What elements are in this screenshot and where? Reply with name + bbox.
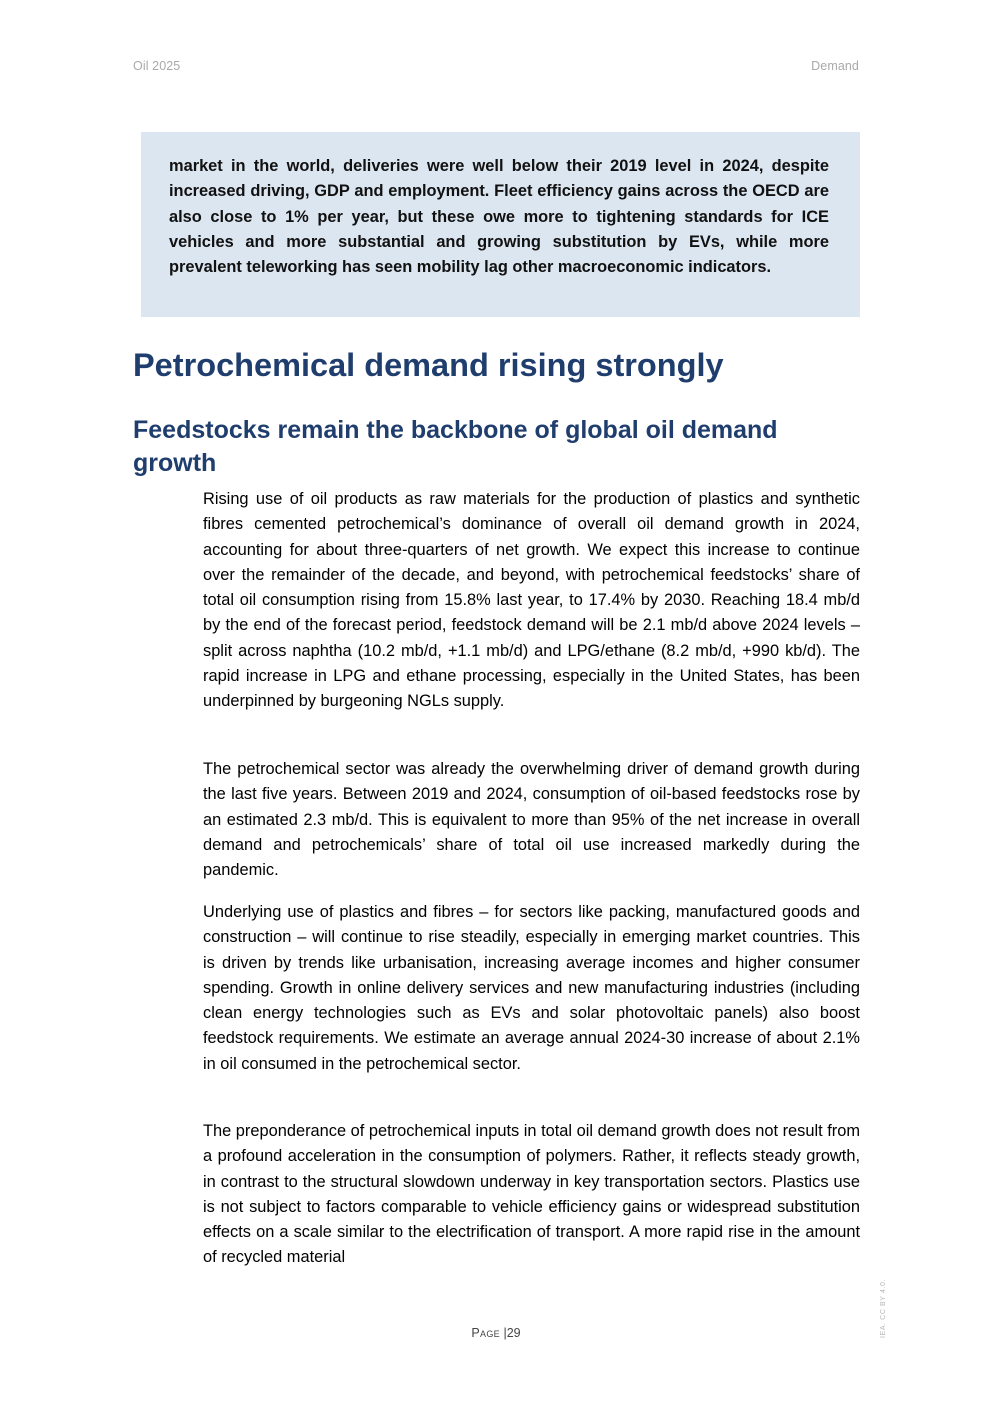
body-paragraph: The preponderance of petrochemical inputs in total oil demand growth does not result from a profound acceleration in the consumption of polymers. Rather, it reflects steady growth, in contrast to the structural slowdown underway in key transportation sectors. Plastics use is not subject to factors comparable to vehicle efficiency gains or widespread substitution effects on a scale similar to the electrification of transport. A more rapid rise in the amount of recycled material: [203, 1122, 860, 1267]
body-paragraph: Rising use of oil products as raw materials for the production of plastics and synthetic fibres cemented petrochemical’s dominance of overall oil demand growth in 2024, accounting for about three-quarters of net growth. We expect this increase to continue over the remainder of the decade, and beyond, with petrochemical feedstocks’ share of total oil consumption rising from 15.8% last year, to 17.4% by 2030. Reaching 18.4 mb/d by the end of the forecast period, feedstock demand will be 2.1 mb/d above 2024 levels – split across naphtha (10.2 mb/d, +1.1 mb/d) and LPG/ethane (8.2 mb/d, +990 kb/d). The rapid increase in LPG and ethane processing, especially in the United States, has been underpinned by burgeoning NGLs supply.: [203, 490, 860, 711]
body-paragraph: Underlying use of plastics and fibres – for sectors like packing, manufactured goods and construction – will continue to rise steadily, especially in emerging market countries. This is driven by trends like urbanisation, increasing average incomes and higher consumer spending. Growth in online delivery services and new manufacturing industries (including clean energy technologies such as EVs and solar photovoltaic panels) also boost feedstock requirements. We estimate an average annual 2024-30 increase of about 2.1% in oil consumed in the petrochemical sector.: [203, 903, 860, 1073]
body-paragraph: The petrochemical sector was already the overwhelming driver of demand growth during the last five years. Between 2019 and 2024, consumption of oil-based feedstocks rose by an estimated 2.3 mb/d. This is equivalent to more than 95% of the net increase in overall demand and petrochemicals’ share of total oil use increased markedly during the pandemic.: [203, 760, 860, 880]
section-subheading: Feedstocks remain the backbone of global oil demand growth: [133, 416, 778, 477]
page-label: Page: [471, 1326, 500, 1340]
section-heading: Petrochemical demand rising strongly: [133, 347, 724, 383]
callout-text: market in the world, deliveries were well below their 2019 level in 2024, despite increased driving, GDP and employment. Fleet efficiency gains across the OECD are also close to 1% per year, but these owe more to tightening standards for ICE vehicles and more substantial and growing substitution by EVs, while more prevalent teleworking has seen mobility lag other macroeconomic indicators.: [169, 157, 829, 277]
section-name: Demand: [811, 59, 859, 73]
document-title: Oil 2025: [133, 59, 181, 73]
callout-box: [141, 132, 860, 317]
page-number-footer: [0, 1326, 992, 1340]
license-note: IEA. CC BY 4.0.: [880, 1278, 887, 1338]
page-number: 29: [506, 1326, 521, 1340]
page-separator: |: [503, 1326, 507, 1340]
